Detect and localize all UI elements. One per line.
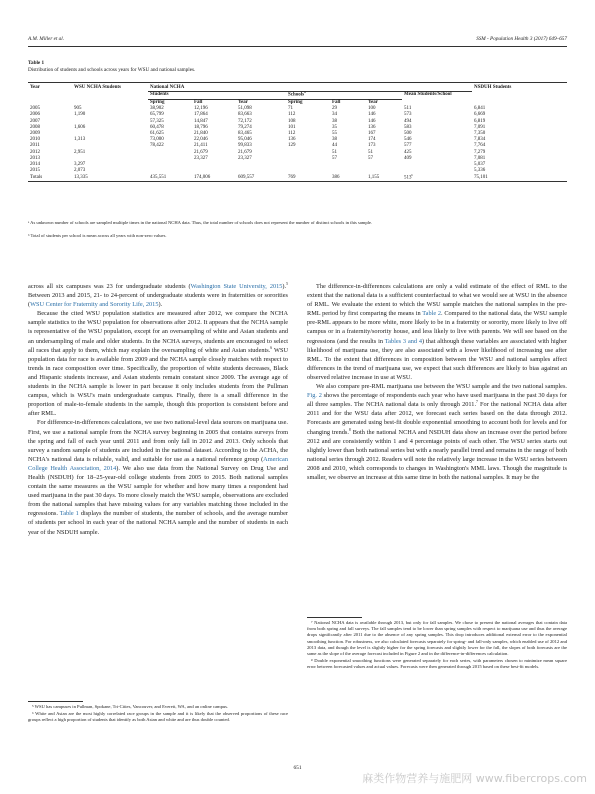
col-mean-students-per-school: Mean Students/School [404, 92, 452, 98]
citation-link[interactable]: WSU Center for Fraternity and Sorority Life, 2015 [30, 301, 159, 309]
table-cell: 21,679 [238, 149, 252, 155]
table-cell: 174,006 [192, 175, 236, 182]
table-cell: 546 [404, 137, 412, 143]
table-cell: 2,951 [74, 149, 86, 155]
table-link[interactable]: Table 2 [422, 310, 442, 318]
col-fall: Fall [194, 100, 203, 106]
col-national-ncha: National NCHA [148, 85, 472, 92]
table-cell: 2008 [30, 124, 40, 130]
table-cell: 136 [288, 137, 296, 143]
table-cell: 494 [404, 118, 412, 124]
citation-link[interactable]: American College Health Association, 2014 [28, 455, 288, 472]
table-cell: 583 [404, 124, 412, 130]
table-cell: 100 [368, 106, 376, 112]
col-year: Year [30, 85, 40, 90]
table-cell: 1,155 [366, 175, 402, 182]
table-cell: 435,551 [148, 175, 192, 182]
distribution-table [28, 85, 567, 182]
table-cell: 136 [368, 124, 376, 130]
col-nsduh-students: NSDUH Students [474, 85, 512, 90]
table-cell: 83,465 [238, 131, 252, 137]
table-cell: 71 [288, 106, 293, 112]
table-cell: 500 [404, 131, 412, 137]
table-cell: 6,669 [474, 112, 486, 118]
table-cell: 146 [368, 112, 376, 118]
table-row-totals [28, 175, 567, 182]
table-cell: 905 [74, 106, 82, 112]
table-cell: 6,841 [474, 106, 486, 112]
table-cell: 18,796 [194, 124, 208, 130]
table-cell: 1,313 [74, 137, 86, 143]
table-cell: 573 [404, 112, 412, 118]
table-cell: 7,350 [474, 131, 486, 137]
table-cell: 21,840 [194, 131, 208, 137]
table-cell: 7,091 [474, 124, 486, 130]
table-cell: 609,557 [236, 175, 286, 182]
table-cell: 95,046 [238, 137, 252, 143]
right-column [307, 282, 567, 482]
footnote-7: ⁷ National NCHA data is available through 2013, but only for fall samples. We chose to present the national averages that contain data from both spring and fall surveys. The fall samples tend to be lower than spring samples with respect to marijuana use and thus the average drops significantly after 2011 due to the absence of any spring samples. This drop introduces additional external error to the exponential smoothing function. For robustness, we also calculated forecasts separately for spring- and fall-only samples, which enabled use of 2012 and 2013 data, and though the level is slightly higher for the spring forecasts and slightly lower for the fall, the slopes of both forecasts are the same as the slope of the average forecast included in Figure 2 and in the difference-in-differences calculation. [307, 620, 567, 657]
table-cell: 23,327 [194, 155, 208, 161]
table-cell: 409 [404, 155, 412, 161]
table-cell: 174 [368, 137, 376, 143]
paragraph: across all six campuses was 23 for undergraduate students (Washington State University, 2015).$^5$ Between 2013 and 2015, 21- to 24-percent of undergraduate students were in fraternities or sororities (WSU Center for Fraternity and Sorority Life, 2015). [28, 281, 288, 309]
table-caption: Distribution of students and schools across years for WSU and national samples. [28, 67, 196, 73]
table-cell: 13,335 [72, 175, 148, 182]
table-cell: 60,478 [150, 124, 164, 130]
col-schools: Schools$^a$ [286, 92, 402, 100]
table-cell: 78,422 [150, 143, 164, 149]
paragraph: We also compare pre-RML marijuana use between the WSU sample and the two national samples. Fig. 2 shows the percentage of respondents each year who have used marijuana in the past 30 days for all three samples. The NCHA national data is only through 2011.$^7$ For the national NCHA data after 2011 and for the WSU data after 2012, we forecast each series based on the data through 2012. Forecasts are generated using best-fit double exponential smoothing to account both for levels and for changing trends.$^8$ Both the national NCHA and NSDUH data show an increase over the period before 2012 and are consistently within 1 and 4 percentage points of each other. The WSU series starts out slightly lower than both national series but with a nearly parallel trend and remains in the range of both national series through 2012. Readers will note the relatively large increase in the WSU series between 2008 and 2010, which corresponds to changes in Washington's MML laws. Though the magnitude is smaller, we observe an increase at this same time in both the national samples. It may be the [307, 383, 567, 481]
table-cell: 75,101 [472, 175, 567, 182]
paragraph: For difference-in-differences calculations, we use two national-level data sources on marijuana use. First, we use a national sample from the NCHA survey beginning in 2005 that contains surveys from the spring and fall of each year until 2011 and from only fall in 2012 and 2013. Only schools that survey a random sample of students are included in the national dataset. According to the ACHA, the NCHA's national data is reliable, valid, and suitable for use as a national reference group (American College Health Association, 2014). We also use data from the National Survey on Drug Use and Health (NSDUH) for 18–25-year-old college students from 2005 to 2015. Both national samples contain the same measures as the WSU sample for whether and how many times a respondent had used marijuana in the past 30 days. To more closely match the WSU sample, observations are excluded from the national samples that have missing values for any variables matching those included in the regressions. Table 1 displays the number of students, the number of schools, and the average number of students per school in each year of the national NCHA sample and the number of students in each year of the NSDUH sample. [28, 419, 288, 536]
table-cell: 2006 [30, 112, 40, 118]
footnote-5: ⁵ WSU has campuses in Pullman, Spokane, Tri-Cities, Vancouver, and Everett, WA, and an online campus. [32, 704, 229, 709]
footnote-rule [28, 701, 83, 702]
table-cell: 1,190 [74, 112, 86, 118]
table-note-a: ᵃ As unknown number of schools are sampled multiple times in the national NCHA data. Thus, the total number of schools does not represent the number of distinct schools in this sample. [28, 220, 373, 225]
table-cell: 38 [332, 137, 337, 143]
footnotes-left [28, 704, 288, 725]
table-cell: 57 [368, 155, 373, 161]
col-students: Students [148, 92, 286, 100]
table-cell: 23,327 [238, 155, 252, 161]
col-spring: Spring [288, 100, 303, 106]
figure-link[interactable]: Fig. 2 [307, 392, 322, 400]
table-cell: 7,764 [474, 143, 486, 149]
table-cell: 513$^b$ [402, 175, 472, 182]
table-cell: 17,864 [194, 112, 208, 118]
table-cell: 2013 [30, 155, 40, 161]
table-cell: 7,834 [474, 137, 486, 143]
table-cell: 1,606 [74, 124, 86, 130]
table-cell: 2,073 [74, 168, 86, 174]
col-fall: Fall [332, 100, 341, 106]
col-year-total: Year [238, 100, 248, 106]
table-note-b: ᵇ Total of students per school is mean across all years with non-zero values. [28, 233, 167, 238]
table-cell: 7,279 [474, 149, 486, 155]
table-cell: 2015 [30, 168, 40, 174]
table-cell: 22,046 [194, 137, 208, 143]
table-cell: 112 [288, 131, 296, 137]
table-cell: 34 [332, 112, 337, 118]
table-cell: 51,098 [238, 106, 252, 112]
table-cell: 21,679 [194, 149, 208, 155]
paragraph: The difference-in-differences calculations are only a valid estimate of the effect of RML to the extent that the national data is a sufficient counterfactual to what we would see at WSU in the absence of RML. We evaluate the extent to which the WSU sample matches the national samples in the pre-RML period by first comparing the means in Table 2. Compared to the national data, the WSU sample pre-RML appears to be more white, more likely to be in a fraternity or sorority, more likely to live off campus or in a fraternity/sorority house, and less likely to live with parents. We will see based on the regressions (and the results in Tables 3 and 4) that although these variables are associated with higher likelihood of marijuana use, they are also associated with a lower likelihood of increasing use after RML. To the extent that differences in composition between the WSU and national samples affect differences in the trend of marijuana use, we expect that such differences are likely to bias against an observed relative increase in use at WSU. [307, 283, 567, 381]
table-cell: 2007 [30, 118, 40, 124]
table-cell: 769 [286, 175, 330, 182]
paragraph: Because the cited WSU population statistics are measured after 2012, we compare the NCHA sample statistics to the WSU population for observations after 2012. It appears that the NCHA sample is representative of the WSU population, except for an oversampling of white and Asian students and an undersampling of male and older students. In the NCHA surveys, students are encouraged to select all races that apply to them, which may explain the oversampling of white and Asian students.$^6$ WSU population data for race is available from 2009 and the NCHA sample closely matches with respect to trends in race composition over time. Specifically, the proportion of white students decreases, Black and Hispanic students increase, and Asian students remain constant since 2009. The average age of students in the NCHA sample is lower in part because it only includes students from the Pullman campus, which is WSU's main undergraduate campus. Finally, there is a small difference in the proportion of male-to-female students in the sample, though this proportion is consistent before and after RML. [28, 310, 288, 418]
table-cell: 425 [404, 149, 412, 155]
table-cell: 6,819 [474, 118, 486, 124]
table-link[interactable]: Tables 3 and 4 [384, 337, 423, 345]
table-cell: 51 [368, 149, 373, 155]
running-header-authors: A.M. Miller et al. [28, 36, 65, 42]
table-cell: 577 [404, 143, 412, 149]
table-cell: 83,663 [238, 112, 252, 118]
footnote-6: ⁶ White and Asian are the most highly correlated race groups in the sample and it is likely that the observed proportions of these race groups reflect a high proportion of students that identify as both Asian and white and are thus double counted. [28, 711, 288, 723]
table-cell: 55 [332, 131, 337, 137]
table-cell: 2010 [30, 137, 40, 143]
col-spring: Spring [150, 100, 165, 106]
table-cell: 7,081 [474, 155, 486, 161]
table-cell: 29 [332, 106, 337, 112]
table-cell: 57 [332, 155, 337, 161]
table-cell: 2012 [30, 149, 40, 155]
table-cell: 108 [288, 118, 296, 124]
table-cell: 51 [332, 149, 337, 155]
watermark: 麻类作物营养与施肥网 www.fibercrops.com [362, 772, 587, 785]
col-year-total: Year [368, 100, 378, 106]
table-cell: 79,274 [238, 124, 252, 130]
table-cell: 44 [332, 143, 337, 149]
running-header-journal: SSM - Population Health 3 (2017) 649–657 [476, 36, 567, 42]
table-cell: 511 [404, 106, 412, 112]
table-cell: 2014 [30, 162, 40, 168]
table-cell: 173 [368, 143, 376, 149]
footnote-8: ⁸ Double exponential smoothing functions were generated separately for each series, with parameters chosen to minimize mean square error between forecasted values and actual values. Forecasts were then generated through 2015 based on these best-fit models. [307, 658, 567, 670]
table-cell: 38,902 [150, 106, 164, 112]
table-cell: 167 [368, 131, 376, 137]
table-cell: 35 [332, 124, 337, 130]
table-cell: 112 [288, 112, 296, 118]
table-cell: 101 [288, 124, 296, 130]
table-cell: 61,625 [150, 131, 164, 137]
table-cell: 386 [330, 175, 366, 182]
col-wsu-students: WSU NCHA Students [74, 85, 121, 90]
table-cell: 2005 [30, 106, 40, 112]
left-column [28, 282, 288, 537]
table-cell: 14,847 [194, 118, 208, 124]
table-cell: 146 [368, 118, 376, 124]
citation-link[interactable]: Washington State University, 2015 [190, 283, 283, 290]
table-cell: 38 [332, 118, 337, 124]
table-cell: 5,336 [474, 168, 486, 174]
table-title: Table 1 [28, 60, 45, 66]
table-cell: 2009 [30, 131, 40, 137]
table-link[interactable]: Table 1 [59, 510, 79, 518]
table-cell: 12,196 [194, 106, 208, 112]
table-cell: 5,037 [474, 162, 486, 168]
table-cell: 72,172 [238, 118, 252, 124]
table-cell: 73,000 [150, 137, 164, 143]
table-cell: Totals [28, 175, 72, 182]
table-cell: 99,833 [238, 143, 252, 149]
table-cell: 129 [288, 143, 296, 149]
header-rule [28, 46, 567, 47]
table-cell: 3,297 [74, 162, 86, 168]
page-number: 651 [293, 765, 302, 771]
table-cell: 2011 [30, 143, 40, 149]
table-top-rule [28, 82, 567, 83]
table-cell: 57,325 [150, 118, 164, 124]
table-cell: 65,799 [150, 112, 164, 118]
table-cell: 21,411 [194, 143, 208, 149]
footnote-rule [307, 617, 362, 618]
footnotes-right [307, 620, 567, 672]
